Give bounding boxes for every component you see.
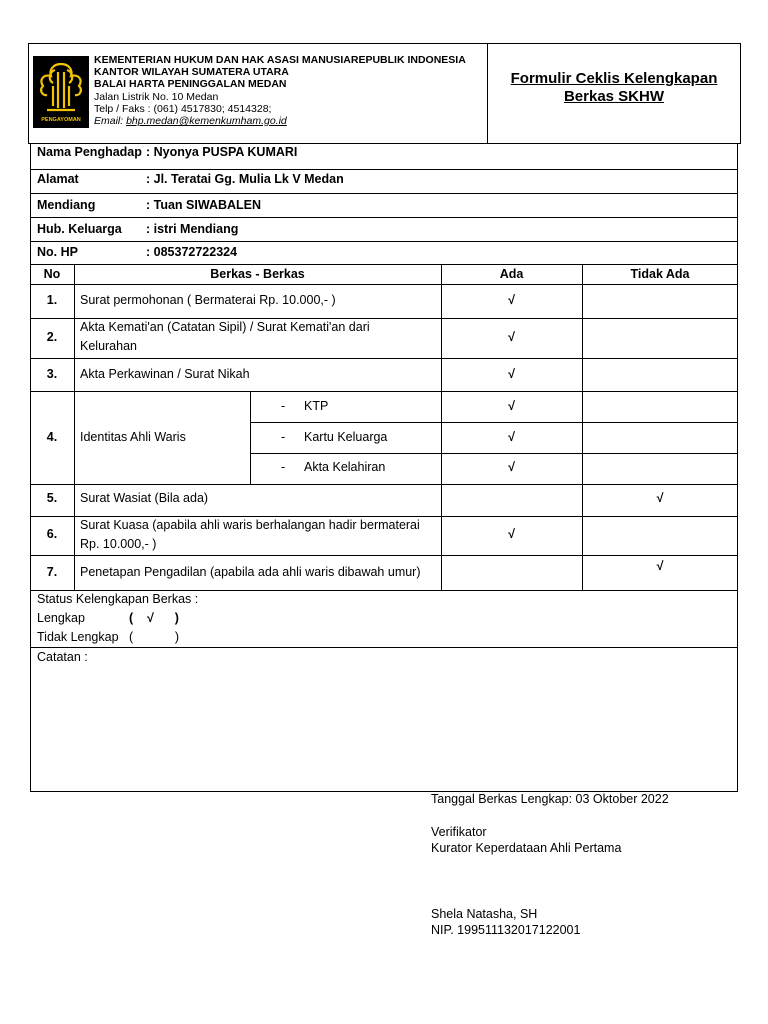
- row-berkas: Penetapan Pengadilan (apabila ada ahli waris dibawah umur): [80, 565, 421, 579]
- row-berkas-cont: Rp. 10.000,- ): [80, 537, 157, 551]
- info-value-hp: : 085372722324: [146, 245, 238, 259]
- email-link[interactable]: bhp.medan@kemenkumham.go.id: [126, 115, 287, 127]
- status-title: Status Kelengkapan Berkas :: [37, 592, 199, 606]
- row-no: 7.: [46, 565, 58, 579]
- row-berkas: Identitas Ahli Waris: [80, 430, 186, 444]
- row-berkas-cont: Kelurahan: [80, 339, 137, 353]
- subrow-ada-check: √: [508, 460, 515, 474]
- info-divider: [30, 169, 738, 170]
- org-line-1: KEMENTERIAN HUKUM DAN HAK ASASI MANUSIAREPUBLIK INDONESIA: [94, 54, 466, 66]
- table-row-border: [30, 391, 738, 392]
- org-line-2: KANTOR WILAYAH SUMATERA UTARA: [94, 66, 289, 78]
- subrow-dash: -: [281, 399, 286, 413]
- org-line-3: BALAI HARTA PENINGGALAN MEDAN: [94, 78, 287, 90]
- status-tidak-lengkap-value: ( ): [129, 630, 179, 644]
- info-label-nama: Nama Penghadap: [37, 145, 142, 159]
- row-no: 4.: [46, 430, 58, 444]
- row-berkas: Akta Perkawinan / Surat Nikah: [80, 367, 250, 381]
- row-tidak-ada-check: √: [656, 559, 664, 573]
- table-row-border: [30, 555, 738, 556]
- info-value-nama: : Nyonya PUSPA KUMARI: [146, 145, 298, 159]
- row-tidak-ada-check: √: [656, 491, 664, 505]
- form-title-line-1: Formulir Ceklis Kelengkapan: [510, 70, 718, 87]
- subrow-label-ktp: KTP: [304, 399, 329, 413]
- table-subrow-border: [250, 453, 738, 454]
- table-row-border: [30, 318, 738, 319]
- row-no: 2.: [46, 330, 58, 344]
- ministry-logo: [33, 56, 89, 128]
- table-col-border: [74, 264, 75, 590]
- subrow-ada-check: √: [508, 430, 515, 444]
- row-no: 6.: [46, 527, 58, 541]
- table-col-border: [582, 264, 583, 590]
- col-header-no: No: [43, 267, 61, 281]
- row-ada-check: √: [508, 293, 515, 307]
- org-phone: Telp / Faks : (061) 4517830; 4514328;: [94, 103, 272, 115]
- subrow-label-kk: Kartu Keluarga: [304, 430, 388, 444]
- row-ada-check: √: [508, 527, 515, 541]
- verifikator-nama: Shela Natasha, SH: [431, 907, 538, 921]
- row-no: 1.: [46, 293, 58, 307]
- tanggal-berkas-lengkap: Tanggal Berkas Lengkap: 03 Oktober 2022: [431, 792, 669, 806]
- verifikator-nip: NIP. 199511132017122001: [431, 923, 581, 937]
- subrow-dash: -: [281, 460, 286, 474]
- status-tidak-lengkap-label: Tidak Lengkap: [37, 630, 119, 644]
- col-header-ada: Ada: [499, 267, 524, 281]
- status-lengkap-value: ( √ ): [129, 611, 179, 625]
- info-label-mendiang: Mendiang: [37, 198, 96, 212]
- table-bottom-border: [30, 590, 738, 591]
- info-label-hp: No. HP: [37, 245, 78, 259]
- subrow-label-akta-kelahiran: Akta Kelahiran: [304, 460, 386, 474]
- row-berkas: Surat Kuasa (apabila ahli waris berhalangan hadir bermaterai: [80, 518, 420, 532]
- col-header-tidak-ada: Tidak Ada: [630, 267, 690, 281]
- table-subrow-border: [250, 422, 738, 423]
- info-value-alamat: : Jl. Teratai Gg. Mulia Lk V Medan: [146, 172, 344, 186]
- row-ada-check: √: [508, 367, 515, 381]
- subrow-dash: -: [281, 430, 286, 444]
- table-row-border: [30, 484, 738, 485]
- row-berkas: Surat permohonan ( Bermaterai Rp. 10.000,- ): [80, 293, 336, 307]
- row-berkas: Akta Kemati'an (Catatan Sipil) / Surat Kemati'an dari: [80, 320, 370, 334]
- table-row-border: [30, 516, 738, 517]
- org-email-line: [94, 116, 287, 128]
- info-label-hubungan: Hub. Keluarga: [37, 222, 122, 236]
- verifikator-label: Verifikator: [431, 825, 487, 839]
- logo-caption: PENGAYOMAN: [41, 117, 81, 123]
- table-top-border: [30, 264, 738, 265]
- email-label: Email:: [94, 115, 127, 127]
- status-lengkap-label: Lengkap: [37, 611, 85, 625]
- catatan-divider: [30, 647, 738, 648]
- info-divider: [30, 217, 738, 218]
- row-berkas: Surat Wasiat (Bila ada): [80, 491, 209, 505]
- table-header-border: [30, 284, 738, 285]
- info-value-mendiang: : Tuan SIWABALEN: [146, 198, 262, 212]
- org-address: Jalan Listrik No. 10 Medan: [94, 91, 219, 103]
- form-title-line-2: Berkas SKHW: [563, 88, 665, 105]
- catatan-label: Catatan :: [37, 650, 88, 664]
- info-divider: [30, 241, 738, 242]
- table-subcol-border: [250, 391, 251, 484]
- row-no: 3.: [46, 367, 58, 381]
- row-no: 5.: [46, 491, 58, 505]
- col-header-berkas: Berkas - Berkas: [210, 267, 305, 281]
- info-divider: [30, 193, 738, 194]
- info-label-alamat: Alamat: [37, 172, 79, 186]
- table-row-border: [30, 358, 738, 359]
- verifikator-jabatan: Kurator Keperdataan Ahli Pertama: [431, 841, 622, 855]
- row-ada-check: √: [508, 330, 515, 344]
- info-value-hubungan: : istri Mendiang: [146, 222, 239, 236]
- subrow-ada-check: √: [508, 399, 515, 413]
